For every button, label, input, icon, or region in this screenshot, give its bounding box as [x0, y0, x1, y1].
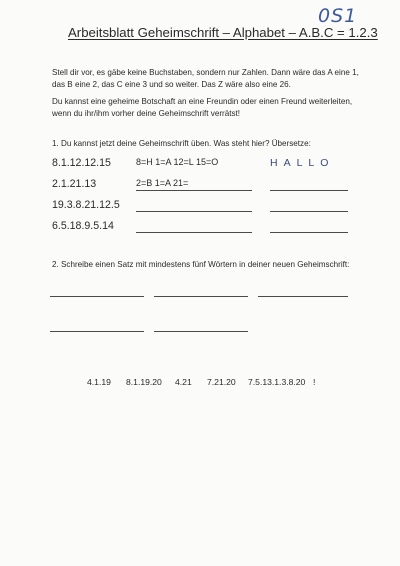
hint-text: 2=B 1=A 21=: [136, 178, 189, 188]
secret-word: 7.21.20: [207, 377, 236, 387]
task1-row: [52, 178, 352, 194]
secret-word: 8.1.19.20: [126, 377, 162, 387]
answer-line[interactable]: [270, 220, 348, 233]
task1-row: [52, 157, 352, 173]
worksheet-title: Arbeitsblatt Geheimschrift – Alphabet – A.B.C = 1.2.3: [68, 25, 378, 40]
secret-message: [0, 377, 400, 391]
task1-row: [52, 199, 352, 215]
code-text: 8.1.12.12.15: [52, 157, 111, 169]
answer-text: HALLO: [270, 157, 335, 169]
sentence-line[interactable]: [154, 295, 248, 297]
answer-line[interactable]: [270, 178, 348, 191]
secret-word: 4.21: [175, 377, 192, 387]
sentence-line[interactable]: [50, 330, 144, 332]
answer-line[interactable]: [270, 199, 348, 212]
sentence-line[interactable]: [50, 295, 144, 297]
code-text: 2.1.21.13: [52, 178, 97, 190]
hint-line[interactable]: [136, 220, 252, 233]
secret-word: 7.5.13.1.3.8.20: [248, 377, 306, 387]
intro-paragraph-2: Du kannst eine geheime Botschaft an eine Freundin oder einen Freund weiterleiten, wenn du ihr/ihm vorher deine Geheimschrift verrätst!: [52, 97, 353, 118]
secret-word: 4.1.19: [87, 377, 111, 387]
handwritten-page-id: 0S1: [318, 5, 358, 27]
sentence-line[interactable]: [154, 330, 248, 332]
code-text: 6.5.18.9.5.14: [52, 220, 114, 232]
task1-row: [52, 220, 352, 236]
code-text: 19.3.8.21.12.5: [52, 199, 120, 211]
intro-paragraph-1: Stell dir vor, es gäbe keine Buchstaben, sondern nur Zahlen. Dann wäre das A eine 1, das B eine 2, das C eine 3 und so weiter. Das Z wäre also eine 26.: [52, 68, 359, 89]
hint-text: 8=H 1=A 12=L 15=O: [136, 157, 219, 167]
hint-line[interactable]: [136, 199, 252, 212]
task1-heading: 1. Du kannst jetzt deine Geheimschrift üben. Was steht hier? Übersetze:: [52, 139, 311, 148]
secret-word: !: [313, 377, 316, 387]
sentence-line[interactable]: [258, 295, 348, 297]
task2-heading: 2. Schreibe einen Satz mit mindestens fünf Wörtern in deiner neuen Geheimschrift:: [52, 260, 350, 269]
